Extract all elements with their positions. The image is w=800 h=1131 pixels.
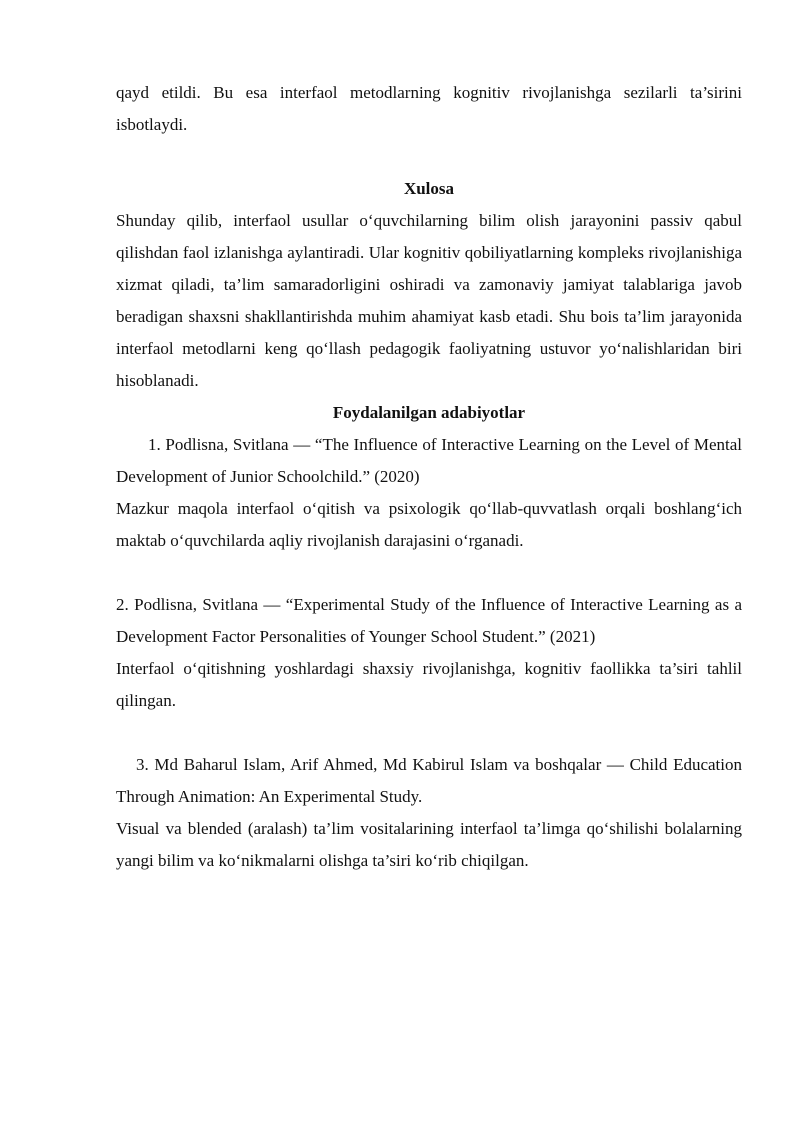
conclusion-heading: Xulosa bbox=[403, 179, 455, 198]
spacer bbox=[116, 557, 742, 589]
conclusion-paragraph: Shunday qilib, interfaol usullar o‘quvchilarning bilim olish jarayonini passiv qabul qilishdan faol izlanishga aylantiradi. Ular kognitiv qobiliyatlarning kompleks rivojlanishiga xizmat qiladi, ta’lim samaradorligini oshiradi va zamonaviy jamiyat talablariga javob beradigan shaxsni shakllantirishda muhim ahamiyat kasb etadi. Shu bois ta’lim jarayonida interfaol metodlarni keng qo‘llash pedagogik faoliyatning ustuvor yo‘nalishlaridan biri hisoblanadi. bbox=[116, 211, 742, 390]
reference-3-citation: 3. Md Baharul Islam, Arif Ahmed, Md Kabirul Islam va boshqalar — Child Education Through Animation: An Experimental Study. bbox=[116, 755, 742, 806]
reference-1-annotation: Mazkur maqola interfaol o‘qitish va psixologik qo‘llab-quvvatlash orqali boshlang‘ich maktab o‘quvchilarda aqliy rivojlanish darajasini o‘rganadi. bbox=[116, 499, 742, 550]
reference-2-annotation: Interfaol o‘qitishning yoshlardagi shaxsiy rivojlanishga, kognitiv faollikka ta’siri tahlil qilingan. bbox=[116, 659, 742, 710]
reference-3-annotation: Visual va blended (aralash) ta’lim vositalarining interfaol ta’limga qo‘shilishi bolalarning yangi bilim va ko‘nikmalarni olishga ta’siri ko‘rib chiqilgan. bbox=[116, 819, 742, 870]
document-page bbox=[116, 77, 742, 877]
reference-1-citation: 1. Podlisna, Svitlana — “The Influence of Interactive Learning on the Level of Mental Development of Junior Schoolchild.” (2020) bbox=[116, 435, 742, 486]
spacer bbox=[116, 141, 742, 173]
intro-paragraph: qayd etildi. Bu esa interfaol metodlarning kognitiv rivojlanishga sezilarli ta’sirini isbotlaydi. bbox=[116, 83, 742, 134]
references-heading: Foydalanilgan adabiyotlar bbox=[332, 403, 526, 422]
spacer bbox=[116, 717, 742, 749]
reference-2-citation: 2. Podlisna, Svitlana — “Experimental Study of the Influence of Interactive Learning as a Development Factor Personalities of Younger School Student.” (2021) bbox=[116, 595, 742, 646]
